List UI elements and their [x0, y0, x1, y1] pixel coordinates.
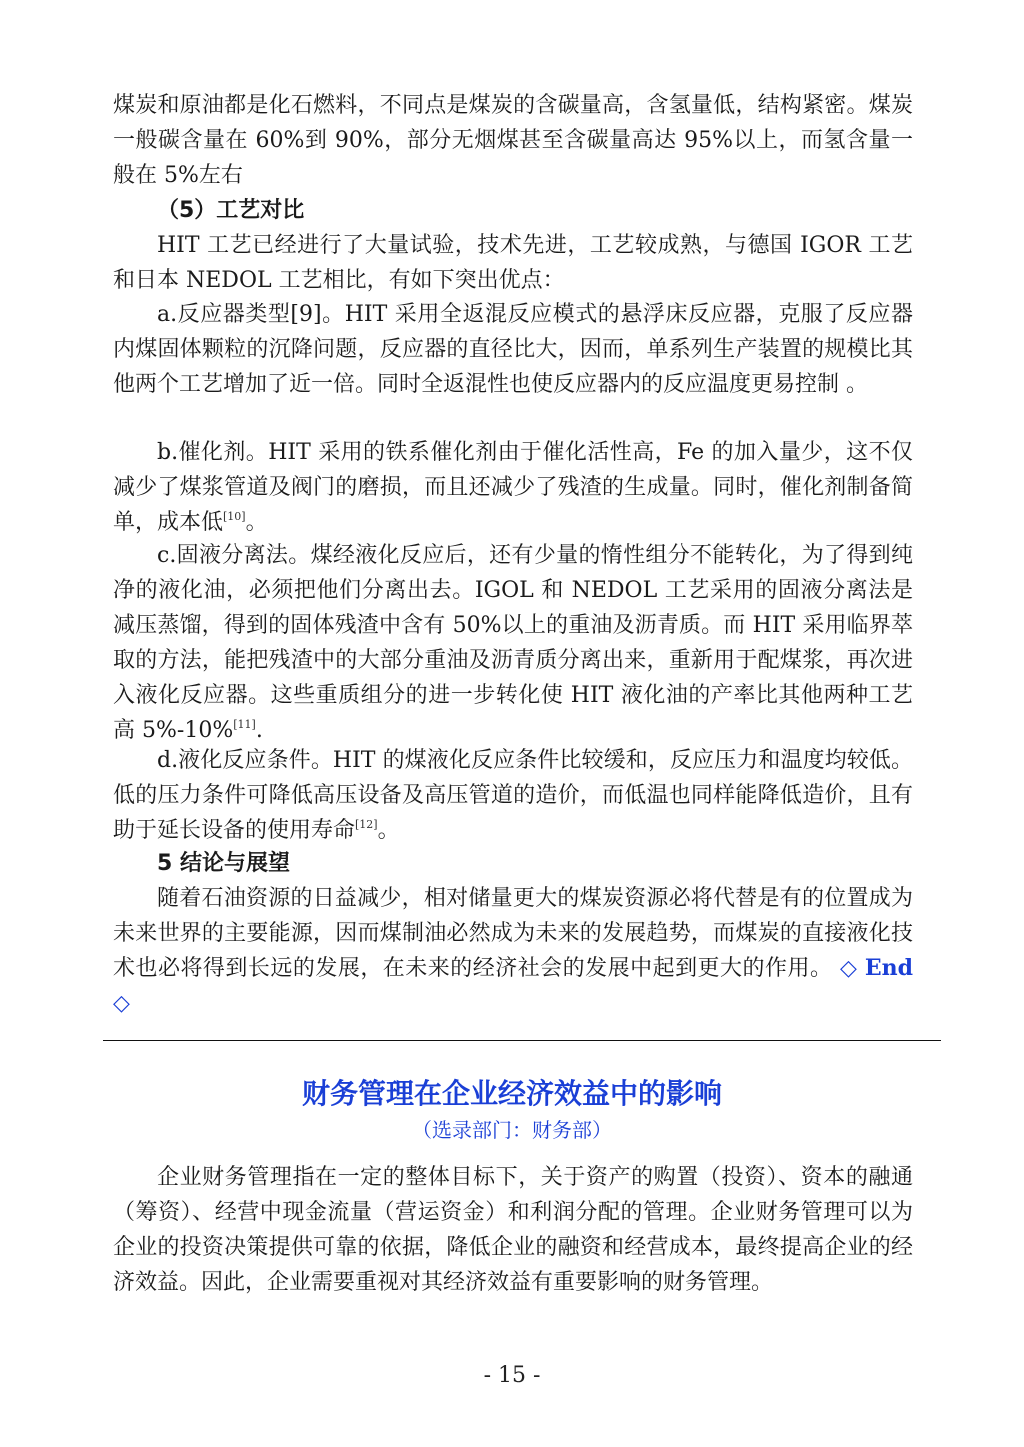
catalyst-end: 。: [245, 510, 268, 535]
citation-ref-11: [11]: [233, 718, 256, 731]
conditions-end: 。: [377, 818, 400, 843]
catalyst-text: b.催化剂。HIT 采用的铁系催化剂由于催化活性高，Fe 的加入量少，这不仅减少了煤浆管道及阀门的磨损，而且还减少了残渣的生成量。同时，催化剂制备简单，成本低: [113, 440, 913, 535]
citation-ref-10: [10]: [223, 510, 246, 523]
end-diamond-right-icon: ◇: [113, 991, 130, 1016]
paragraph-financial-management: 企业财务管理指在一定的整体目标下，关于资产的购置（投资）、资本的融通（筹资）、经营中现金流量（营运资金）和利润分配的管理。企业财务管理可以为企业的投资决策提供可靠的依据，降低企业的融资和经营成本，最终提高企业的经济效益。因此，企业需要重视对其经济效益有重要影响的财务管理。: [113, 1165, 913, 1295]
conclusion-text: 随着石油资源的日益减少，相对储量更大的煤炭资源必将代替是有的位置成为未来世界的主要能源，因而煤制油必然成为未来的发展趋势，而煤炭的直接液化技术也必将得到长远的发展，在未来的经济社会的发展中起到更大的作用。: [113, 886, 913, 981]
article-subtitle: （选录部门：财务部）: [412, 1118, 612, 1142]
separation-text: c.固液分离法。煤经液化反应后，还有少量的惰性组分不能转化，为了得到纯净的液化油，必须把他们分离出去。IGOL 和 NEDOL 工艺采用的固液分离法是减压蒸馏，得到的固体残渣中含有 50%以上的重油及沥青质。而 HIT 采用临界萃取的方法，能把残渣中的大部分重油及沥青质分离出来，重新用于配煤浆，再次进入液化反应器。这些重质组分的进一步转化使 HIT 液化油的产率比其他两种工艺高 5%-10%: [113, 543, 913, 743]
paragraph-coal-vs-oil: 煤炭和原油都是化石燃料，不同点是煤炭的含碳量高，含氢量低，结构紧密。煤炭一般碳含量在 60%到 90%，部分无烟煤甚至含碳量高达 95%以上，而氢含量一般在 5%左右: [113, 93, 913, 188]
separation-end: .: [255, 718, 263, 743]
section-heading-process-comparison: （5）工艺对比: [157, 198, 305, 223]
section-heading-conclusion: 5 结论与展望: [157, 851, 290, 876]
paragraph-catalyst: [113, 435, 913, 540]
page-number: - 15 -: [483, 1363, 541, 1388]
citation-ref-12: [12]: [355, 818, 378, 831]
paragraph-reaction-conditions: [113, 743, 913, 848]
paragraph-reactor-type: a.反应器类型[9]。HIT 采用全返混反应模式的悬浮床反应器，克服了反应器内煤固体颗粒的沉降问题，反应器的直径比大，因而，单系列生产装置的规模比其他两个工艺增加了近一倍。同时全返混性也使反应器内的反应温度更易控制 。: [113, 302, 913, 397]
end-marker: End: [864, 955, 913, 981]
article-title: 财务管理在企业经济效益中的影响: [301, 1077, 722, 1110]
end-diamond-left-icon: ◇: [839, 956, 858, 981]
paragraph-conclusion: [113, 881, 913, 1021]
conditions-text: d.液化反应条件。HIT 的煤液化反应条件比较缓和，反应压力和温度均较低。低的压力条件可降低高压设备及高压管道的造价，而低温也同样能降低造价，且有助于延长设备的使用寿命: [113, 748, 913, 843]
paragraph-hit-advantages: HIT 工艺已经进行了大量试验，技术先进，工艺较成熟，与德国 IGOR 工艺和日本 NEDOL 工艺相比，有如下突出优点：: [113, 233, 913, 293]
article-divider: [103, 1040, 941, 1041]
paragraph-solid-liquid-separation: [113, 538, 913, 748]
